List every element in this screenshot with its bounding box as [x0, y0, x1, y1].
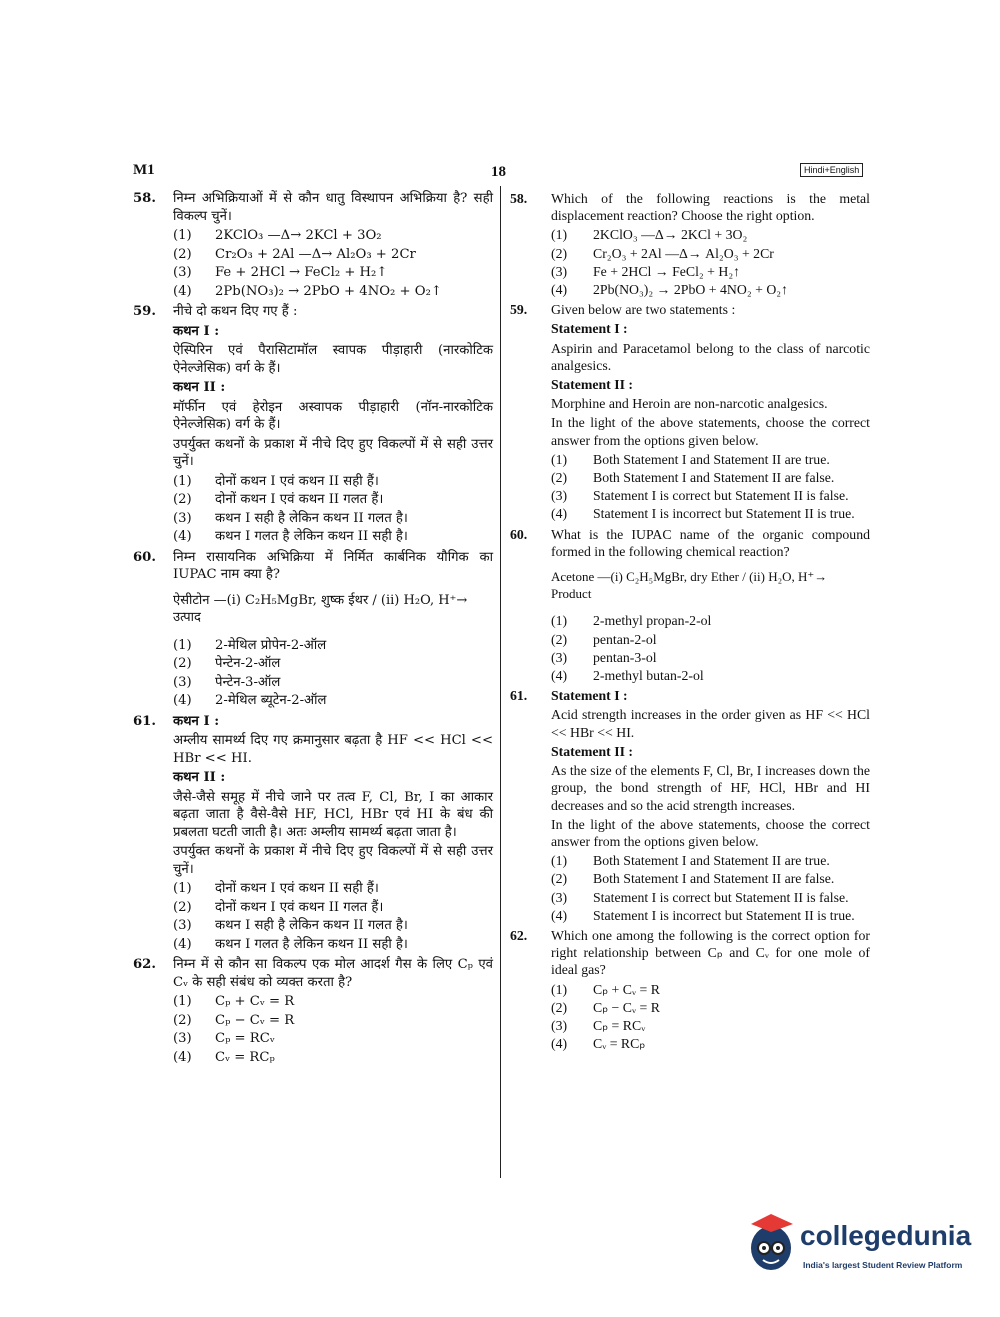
option-number: (1)	[551, 981, 568, 997]
options	[173, 880, 493, 953]
option-text: 2KClO₃ —Δ→ 2KCl + 3O₂	[593, 227, 748, 243]
option-2	[173, 246, 493, 264]
statement-2: As the size of the elements F, Cl, Br, I increases down the group, the bond strength of HF, HCl, HBr and HI decreases and so the acid strength increases.	[551, 763, 870, 813]
option-1	[173, 473, 493, 491]
question-61-hindi	[133, 713, 493, 954]
option-number: (1)	[551, 451, 568, 467]
option-number: (2)	[551, 999, 568, 1015]
option-text: 2-मेथिल प्रोपेन-2-ऑल	[215, 637, 327, 653]
logo-tagline: India's largest Student Review Platform	[803, 1260, 963, 1270]
question-number: 59.	[133, 304, 156, 319]
option-number: (2)	[551, 631, 568, 647]
option-2	[173, 491, 493, 509]
option-number: (4)	[551, 506, 568, 522]
question-62-english	[510, 927, 870, 1052]
statement-2: जैसे-जैसे समूह में नीचे जाने पर तत्व F, Cl, Br, I का आकार बढ़ता जाता है वैसे-वैसे HF, HCl, HBr एवं HI के बंध की प्रबलता घटती जाती है। अतः अम्लीय सामर्थ्य बढ़ता जाता है।	[173, 789, 493, 840]
instruction: In the light of the above statements, choose the correct answer from the options given below.	[551, 816, 870, 849]
question-number: 60.	[510, 526, 528, 542]
page-number: 18	[491, 164, 506, 180]
option-text: दोनों कथन I एवं कथन II गलत हैं।	[215, 492, 384, 507]
option-text: 2-methyl butan-2-ol	[593, 668, 704, 684]
option-number: (3)	[173, 1031, 192, 1046]
option-4	[551, 667, 870, 684]
reaction-scheme: ऐसीटोन —(i) C₂H₅MgBr, शुष्क ईथर / (ii) H₂O, H⁺→ उत्पाद	[173, 592, 468, 625]
statement-1-label: Statement I :	[551, 688, 628, 704]
statement-2-label: कथन II :	[173, 380, 226, 395]
option-text: Fe + 2HCl → FeCl₂ + H₂↑	[215, 265, 388, 280]
option-1	[551, 612, 870, 629]
option-number: (3)	[551, 1017, 568, 1033]
option-4	[551, 281, 870, 298]
instruction: In the light of the above statements, choose the correct answer from the options given below.	[551, 415, 870, 448]
instruction: उपर्युक्त कथनों के प्रकाश में नीचे दिए हुए विकल्पों में से सही उत्तर चुनें।	[173, 844, 493, 877]
question-stem: Which one among the following is the correct option for right relationship between Cₚ and Cᵥ for one mole of ideal gas?	[551, 927, 870, 978]
option-number: (2)	[173, 492, 192, 507]
option-text: pentan-2-ol	[593, 631, 657, 647]
option-text: 2Pb(NO₃)₂ → 2PbO + 4NO₂ + O₂↑	[593, 282, 789, 298]
option-number: (3)	[173, 918, 192, 933]
option-1	[551, 451, 870, 468]
option-text: पेन्टेन-2-ऑल	[215, 656, 281, 671]
option-2	[551, 870, 870, 887]
option-2	[173, 899, 493, 917]
statement-1-label: कथन I :	[173, 713, 220, 729]
option-2	[173, 1012, 493, 1030]
option-1	[551, 226, 870, 243]
option-text: पेन्टेन-3-ऑल	[215, 674, 281, 690]
option-number: (2)	[173, 656, 192, 671]
option-text: कथन I गलत है लेकिन कथन II सही है।	[215, 936, 408, 952]
option-3	[551, 263, 870, 280]
question-number: 61.	[133, 713, 156, 729]
option-number: (4)	[551, 282, 568, 298]
option-number: (3)	[551, 488, 568, 504]
option-text: Both Statement I and Statement II are true.	[593, 853, 830, 869]
question-stem: What is the IUPAC name of the organic compound formed in the following chemical reaction?	[551, 526, 870, 559]
option-text: कथन I सही है लेकिन कथन II गलत है।	[215, 918, 408, 933]
option-3	[551, 649, 870, 666]
question-62-hindi	[133, 956, 493, 1066]
option-3	[173, 1030, 493, 1048]
option-text: Both Statement I and Statement II are false.	[593, 470, 835, 486]
option-text: Cr₂O₃ + 2Al —Δ→ Al₂O₃ + 2Cr	[593, 245, 774, 261]
option-text: Cₚ + Cᵥ = R	[593, 981, 660, 997]
option-number: (3)	[173, 510, 192, 526]
reaction-scheme: Acetone —(i) C₂H₅MgBr, dry Ether / (ii) H₂O, H⁺→ Product	[551, 569, 828, 602]
option-text: Cₚ = RCᵥ	[593, 1017, 646, 1033]
options	[173, 993, 493, 1066]
question-stem: Which of the following reactions is the metal displacement reaction? Choose the right option.	[551, 191, 870, 224]
options	[551, 451, 870, 523]
option-number: (4)	[173, 1049, 192, 1065]
option-1	[551, 981, 870, 998]
question-number: 60.	[133, 549, 156, 565]
mascot-icon	[745, 1210, 797, 1276]
question-number: 61.	[510, 688, 528, 704]
option-number: (2)	[173, 899, 192, 915]
option-1	[173, 880, 493, 898]
question-stem: निम्न रासायनिक अभिक्रिया में निर्मित कार्बनिक यौगिक का IUPAC नाम क्या है?	[173, 549, 493, 582]
statement-2-label: Statement II :	[551, 743, 633, 759]
option-3	[551, 889, 870, 906]
option-number: (1)	[551, 613, 568, 629]
paper-code: M1	[133, 162, 155, 178]
option-text: दोनों कथन I एवं कथन II सही हैं।	[215, 473, 379, 489]
option-number: (3)	[551, 649, 568, 665]
option-number: (2)	[173, 1012, 192, 1028]
option-text: pentan-3-ol	[593, 649, 657, 665]
option-text: कथन I सही है लेकिन कथन II गलत है।	[215, 510, 408, 526]
option-1	[173, 637, 493, 655]
option-3	[173, 264, 493, 282]
option-text: दोनों कथन I एवं कथन II गलत हैं।	[215, 899, 384, 915]
question-59-hindi	[133, 303, 493, 546]
statement-1: Acid strength increases in the order given as HF << HCl << HBr << HI.	[551, 707, 870, 740]
option-1	[173, 993, 493, 1011]
option-text: Statement I is incorrect but Statement II is true.	[593, 907, 855, 923]
question-number: 58.	[133, 191, 156, 206]
option-number: (3)	[173, 674, 192, 690]
option-number: (2)	[173, 246, 192, 262]
statement-1: अम्लीय सामर्थ्य दिए गए क्रमानुसार बढ़ता है HF << HCl << HBr << HI.	[173, 733, 493, 766]
options	[551, 226, 870, 298]
option-number: (3)	[173, 265, 192, 280]
options	[173, 637, 493, 710]
collegedunia-logo	[745, 1210, 970, 1280]
option-text: दोनों कथन I एवं कथन II सही हैं।	[215, 881, 379, 896]
options	[173, 473, 493, 546]
option-number: (4)	[173, 936, 192, 952]
question-58-hindi	[133, 190, 493, 300]
option-text: Cᵥ = RCₚ	[215, 1049, 275, 1065]
options	[551, 852, 870, 924]
statement-2-label: Statement II :	[551, 377, 633, 393]
option-number: (2)	[551, 470, 568, 486]
question-stem: निम्न अभिक्रियाओं में से कौन धातु विस्थापन अभिक्रिया है? सही विकल्प चुनें।	[173, 191, 493, 224]
question-61-english	[510, 687, 870, 924]
option-text: Cₚ − Cᵥ = R	[215, 1012, 295, 1028]
option-4	[551, 505, 870, 522]
statement-1-label: कथन I :	[173, 323, 220, 339]
option-number: (4)	[551, 907, 568, 923]
option-text: Statement I is correct but Statement II is false.	[593, 488, 849, 504]
option-4	[173, 692, 493, 710]
option-4	[173, 283, 493, 301]
option-text: Cᵥ = RCₚ	[593, 1036, 646, 1052]
option-text: Both Statement I and Statement II are false.	[593, 871, 835, 887]
option-3	[173, 510, 493, 528]
option-text: Cₚ = RCᵥ	[215, 1031, 275, 1046]
option-4	[551, 1035, 870, 1052]
option-text: 2-methyl propan-2-ol	[593, 613, 712, 629]
option-number: (1)	[173, 473, 192, 489]
option-text: 2-मेथिल ब्यूटेन-2-ऑल	[215, 693, 327, 708]
statement-2-label: कथन II :	[173, 770, 226, 785]
question-number: 62.	[133, 957, 156, 972]
statement-2: Morphine and Heroin are non-narcotic analgesics.	[551, 396, 828, 412]
option-2	[173, 655, 493, 673]
option-number: (4)	[173, 529, 192, 544]
question-stem: निम्न में से कौन सा विकल्प एक मोल आदर्श गैस के लिए Cₚ एवं Cᵥ के सही संबंध को व्यक्त करता है?	[173, 957, 493, 990]
question-60-hindi	[133, 549, 493, 710]
option-number: (4)	[551, 1036, 568, 1052]
option-number: (1)	[551, 853, 568, 869]
statement-1: ऐस्पिरिन एवं पैरासिटामॉल स्वापक पीड़ाहारी (नारकोटिक ऐनेल्जेसिक) वर्ग के हैं।	[173, 343, 493, 376]
option-text: 2KClO₃ —Δ→ 2KCl + 3O₂	[215, 228, 382, 243]
option-text: Fe + 2HCl → FeCl₂ + H₂↑	[593, 263, 741, 279]
options	[551, 612, 870, 684]
option-3	[551, 487, 870, 504]
option-3	[551, 1017, 870, 1034]
question-number: 62.	[510, 927, 528, 943]
statement-2: मॉर्फीन एवं हेरोइन अस्वापक पीड़ाहारी (नॉन-नारकोटिक ऐनेल्जेसिक) वर्ग के हैं।	[173, 399, 493, 432]
statement-1-label: Statement I :	[551, 321, 628, 337]
option-number: (4)	[551, 668, 568, 684]
options	[551, 981, 870, 1053]
question-number: 58.	[510, 191, 528, 206]
option-number: (4)	[173, 693, 192, 708]
option-number: (1)	[173, 228, 192, 243]
option-2	[551, 999, 870, 1016]
hindi-column	[133, 190, 493, 1069]
question-58-english	[510, 190, 870, 298]
option-number: (4)	[173, 283, 192, 299]
option-2	[551, 469, 870, 486]
question-intro: नीचे दो कथन दिए गए हैं :	[173, 304, 298, 319]
question-number: 59.	[510, 302, 528, 318]
option-text: Cₚ − Cᵥ = R	[593, 999, 660, 1015]
option-text: Both Statement I and Statement II are true.	[593, 451, 830, 467]
option-number: (1)	[173, 637, 192, 653]
statement-1: Aspirin and Paracetamol belong to the class of narcotic analgesics.	[551, 340, 870, 373]
option-3	[173, 917, 493, 935]
option-text: कथन I गलत है लेकिन कथन II सही है।	[215, 529, 408, 544]
column-divider	[500, 186, 501, 1178]
option-text: 2Pb(NO₃)₂ → 2PbO + 4NO₂ + O₂↑	[215, 283, 442, 299]
option-text: Statement I is correct but Statement II is false.	[593, 889, 849, 905]
question-intro: Given below are two statements :	[551, 302, 736, 318]
option-number: (2)	[551, 871, 568, 887]
option-number: (3)	[551, 889, 568, 905]
option-4	[173, 1049, 493, 1067]
option-number: (1)	[173, 881, 192, 896]
logo-name: collegedunia	[800, 1220, 972, 1251]
question-59-english	[510, 301, 870, 522]
question-60-english	[510, 526, 870, 685]
option-4	[173, 528, 493, 546]
option-1	[551, 852, 870, 869]
option-4	[551, 907, 870, 924]
option-text: Statement I is incorrect but Statement II is true.	[593, 506, 855, 522]
option-number: (3)	[551, 263, 568, 279]
option-1	[173, 227, 493, 245]
language-badge: Hindi+English	[800, 163, 863, 177]
instruction: उपर्युक्त कथनों के प्रकाश में नीचे दिए हुए विकल्पों में से सही उत्तर चुनें।	[173, 436, 493, 469]
option-text: Cₚ + Cᵥ = R	[215, 994, 295, 1009]
english-column	[510, 190, 870, 1055]
options	[173, 227, 493, 300]
option-number: (1)	[173, 994, 192, 1009]
option-3	[173, 674, 493, 692]
option-2	[551, 245, 870, 262]
option-text: Cr₂O₃ + 2Al —Δ→ Al₂O₃ + 2Cr	[215, 246, 416, 262]
option-2	[551, 631, 870, 648]
option-number: (2)	[551, 245, 568, 261]
option-4	[173, 936, 493, 954]
option-number: (1)	[551, 227, 568, 243]
